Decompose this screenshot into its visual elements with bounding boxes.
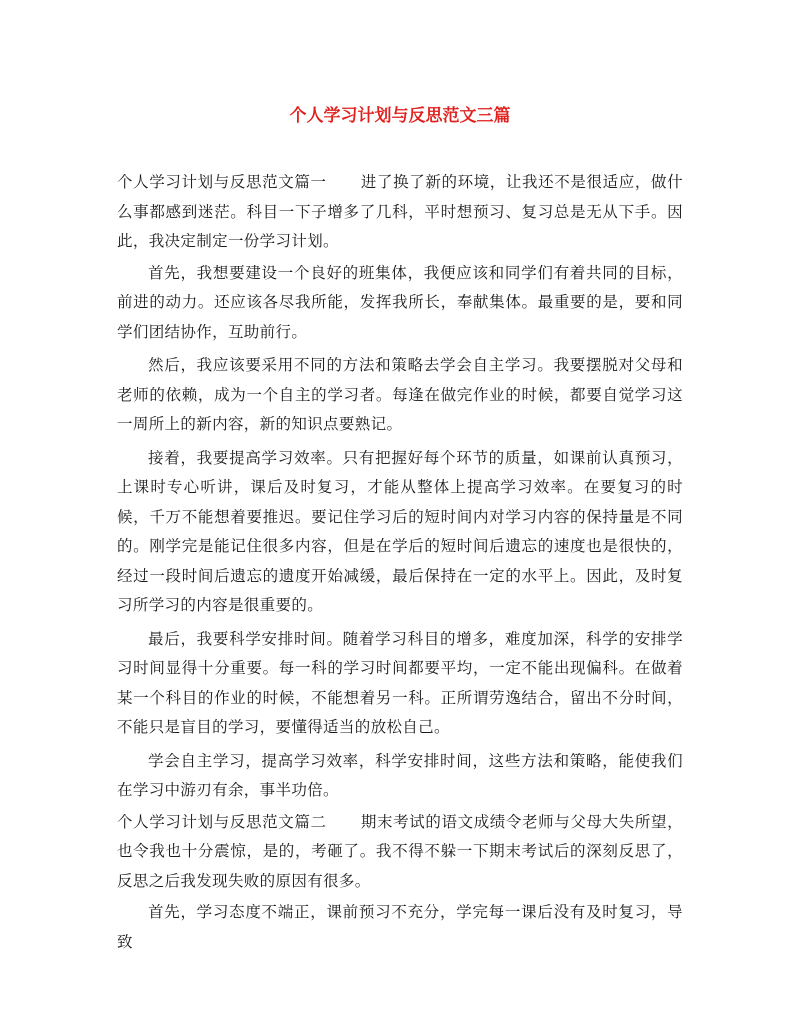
document-title: 个人学习计划与反思范文三篇 bbox=[289, 106, 511, 126]
section-1-intro: 进了换了新的环境，让我还不是很适应，做什么事都感到迷茫。科目一下子增多了几科，平时想预习、复习总是无从下手。因此，我决定制定一份学习计划。 bbox=[117, 173, 683, 250]
section-2-opening bbox=[117, 808, 683, 897]
section-1-opening bbox=[117, 168, 683, 257]
document-body bbox=[117, 168, 683, 961]
paragraph: 最后，我要科学安排时间。随着学习科目的增多，难度加深，科学的安排学习时间显得十分重要。每一科的学习时间都要平均，一定不能出现偏科。在做着某一个科目的作业的时候，不能想着另一科。正所谓劳逸结合，留出不分时间，不能只是盲目的学习，要懂得适当的放松自己。 bbox=[117, 629, 683, 736]
section-1-heading: 个人学习计划与反思范文篇一 bbox=[117, 173, 327, 191]
paragraph: 学会自主学习，提高学习效率，科学安排时间，这些方法和策略，能使我们在学习中游刃有余，事半功倍。 bbox=[117, 751, 683, 799]
paragraph: 接着，我要提高学习效率。只有把握好每个环节的质量，如课前认真预习，上课时专心听讲，课后及时复习，才能从整体上提高学习效率。在要复习的时候，千万不能想着要推迟。要记住学习后的短时间内对学习内容的保持量是不同的。刚学完是能记住很多内容，但是在学后的短时间后遗忘的速度也是很快的，经过一段时间后遗忘的遗度开始减缓，最后保持在一定的水平上。因此，及时复习所学习的内容是很重要的。 bbox=[117, 448, 683, 614]
paragraph: 首先，我想要建设一个良好的班集体，我便应该和同学们有着共同的目标，前进的动力。还应该各尽我所能，发挥我所长，奉献集体。最重要的是，要和同学们团结协作，互助前行。 bbox=[117, 263, 683, 341]
section-2-intro: 期末考试的语文成绩令老师与父母大失所望，也令我也十分震惊，是的，考砸了。我不得不躲一下期末考试后的深刻反思了，反思之后我发现失败的原因有很多。 bbox=[117, 812, 683, 890]
paragraph: 然后，我应该要采用不同的方法和策略去学会自主学习。我要摆脱对父母和老师的依赖，成为一个自主的学习者。每逢在做完作业的时候，都要自觉学习这一周所上的新内容，新的知识点要熟记。 bbox=[117, 356, 683, 433]
section-2-heading: 个人学习计划与反思范文篇二 bbox=[117, 812, 327, 831]
paragraph: 首先，学习态度不端正，课前预习不充分，学完每一课后没有及时复习，导致 bbox=[117, 903, 683, 951]
